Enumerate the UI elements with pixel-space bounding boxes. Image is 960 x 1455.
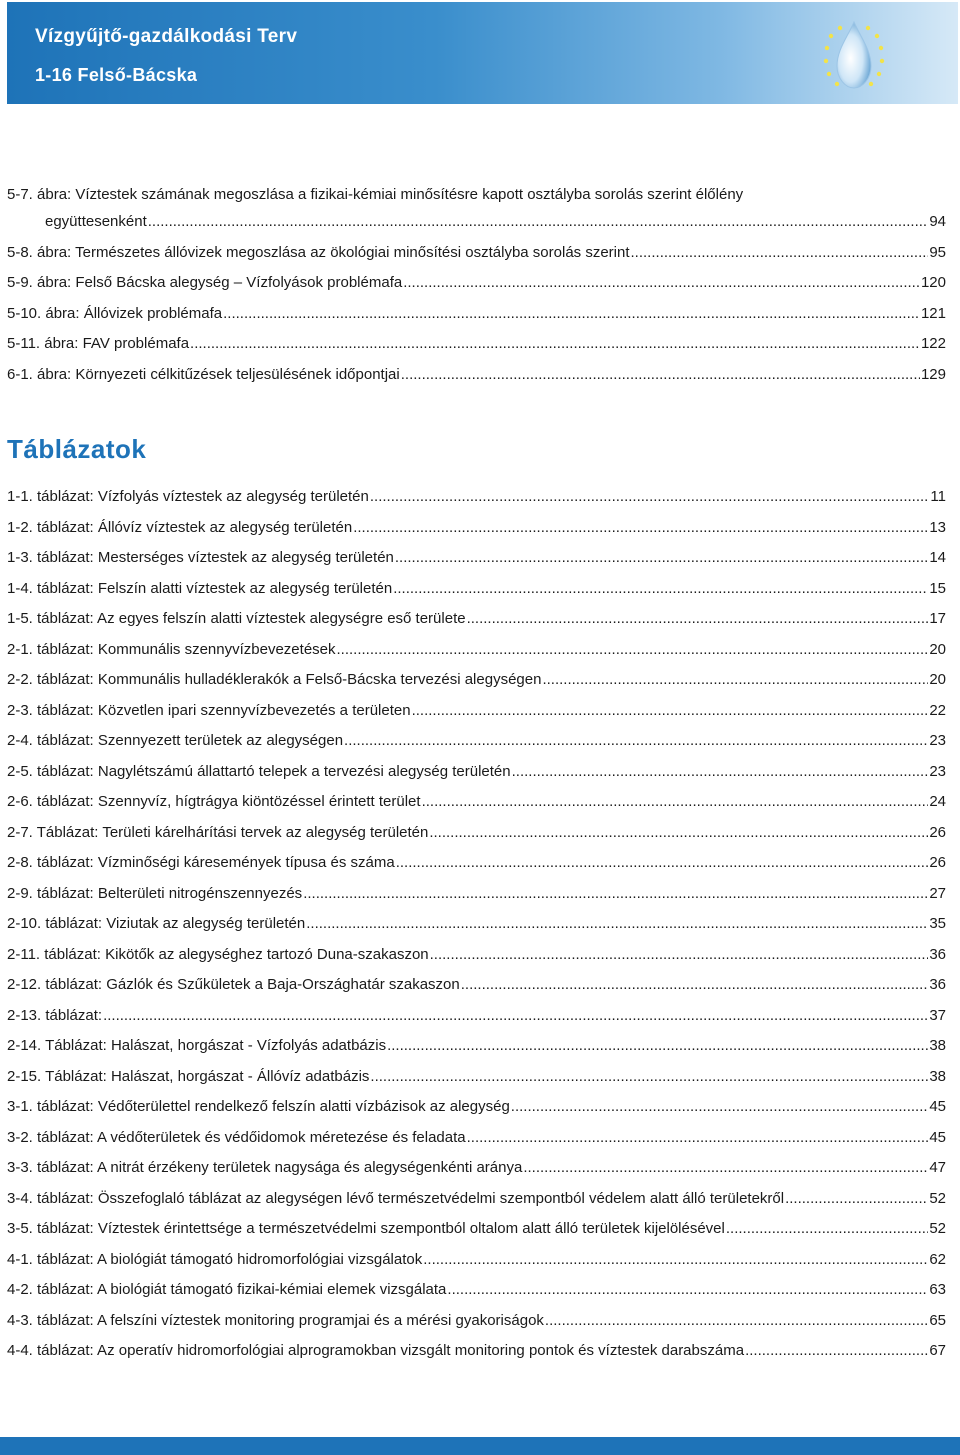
toc-entry-text: 4-2. táblázat: A biológiát támogató fizikai-kémiai elemek vizsgálata <box>7 1281 447 1298</box>
toc-entry-table[interactable] <box>7 1189 946 1209</box>
toc-entry-table[interactable] <box>7 1311 946 1331</box>
header-subtitle: 1-16 Felső-Bácska <box>35 65 198 85</box>
toc-leader-dots <box>353 518 928 538</box>
toc-entry-text: 3-5. táblázat: Víztestek érintettsége a természetvédelmi szempontból oltalom alatt álló területek kijelölésével <box>7 1220 725 1237</box>
toc-entry-figure[interactable] <box>7 243 946 263</box>
toc-entry-page: 24 <box>929 793 946 810</box>
footer-bar <box>0 1437 960 1455</box>
toc-entry-table[interactable] <box>7 1219 946 1239</box>
toc-entry-text: 4-3. táblázat: A felszíni víztestek monitoring programjai és a mérési gyakoriságok <box>7 1311 544 1329</box>
toc-entry-table[interactable] <box>7 975 946 995</box>
toc-entry-text: 1-1. táblázat: Vízfolyás víztestek az alegység területén <box>7 488 369 505</box>
toc-entry-table[interactable] <box>7 1250 946 1270</box>
toc-leader-dots <box>306 914 928 934</box>
header-title: Vízgyűjtő-gazdálkodási Terv <box>35 26 298 47</box>
toc-entry-text: 2-2. táblázat: Kommunális hulladéklerakók a Felső-Bácska tervezési alegységen <box>7 671 542 688</box>
toc-entry-page: 45 <box>929 1098 946 1115</box>
toc-entry-page: 63 <box>929 1281 946 1298</box>
toc-leader-dots <box>785 1189 928 1209</box>
toc-entry-text: 2-1. táblázat: Kommunális szennyvízbevezetések <box>7 640 336 658</box>
toc-entry-text: 2-9. táblázat: Belterületi nitrogénszennyezés <box>7 884 303 902</box>
toc-entry-page: 36 <box>929 945 946 963</box>
toc-entry-page: 23 <box>929 762 946 780</box>
toc-entry-page: 62 <box>929 1250 946 1268</box>
toc-entry-page: 27 <box>929 884 946 902</box>
toc-entry-table[interactable] <box>7 487 946 507</box>
toc-entry-page: 37 <box>929 1006 946 1024</box>
toc-entry-figure[interactable] <box>7 304 946 324</box>
toc-leader-dots <box>726 1219 928 1239</box>
toc-entry-table[interactable] <box>7 853 946 873</box>
toc-entry-table[interactable] <box>7 1036 946 1056</box>
section-title-tables: Táblázatok <box>7 434 147 464</box>
toc-entry-table[interactable] <box>7 731 946 751</box>
toc-leader-dots <box>395 548 928 568</box>
document-header <box>7 2 958 104</box>
toc-entry-page: 15 <box>929 579 946 597</box>
toc-entry-text: 5-9. ábra: Felső Bácska alegység – Vízfolyások problémafa <box>7 274 403 292</box>
toc-leader-dots <box>429 823 928 843</box>
toc-leader-dots <box>461 975 929 995</box>
toc-entry-page: 52 <box>929 1189 946 1207</box>
toc-entry-page: 38 <box>929 1067 946 1085</box>
toc-entry-text: 2-7. Táblázat: Területi kárelhárítási tervek az alegység területén <box>7 823 429 841</box>
toc-entry-text: 2-8. táblázat: Vízminőségi káresemények típusa és száma <box>7 854 395 871</box>
toc-leader-dots <box>148 212 929 232</box>
toc-entry-text: 2-6. táblázat: Szennyvíz, hígtrágya kiöntözéssel érintett terület <box>7 793 421 810</box>
toc-entry-text: 2-15. Táblázat: Halászat, horgászat - Állóvíz adatbázis <box>7 1067 370 1085</box>
toc-leader-dots <box>512 762 929 782</box>
toc-entry-page: 14 <box>929 549 946 566</box>
toc-entry-text: 4-1. táblázat: A biológiát támogató hidromorfológiai vizsgálatok <box>7 1250 423 1268</box>
toc-entry-table[interactable] <box>7 518 946 538</box>
toc-entry-table[interactable] <box>7 823 946 843</box>
toc-entry-text: 5-10. ábra: Állóvizek problémafa <box>7 304 223 322</box>
toc-entry-text: 2-3. táblázat: Közvetlen ipari szennyvízbevezetés a területen <box>7 701 411 719</box>
toc-entry-page: 95 <box>929 243 946 261</box>
toc-entry-page: 47 <box>929 1159 946 1176</box>
toc-entry-page: 38 <box>929 1037 946 1054</box>
toc-leader-dots <box>387 1036 928 1056</box>
toc-entry-table[interactable] <box>7 914 946 934</box>
toc-leader-dots <box>303 884 928 904</box>
toc-entry-figure[interactable] <box>45 212 946 232</box>
toc-entry-table[interactable] <box>7 1067 946 1087</box>
toc-leader-dots <box>542 670 928 690</box>
toc-entry-page: 13 <box>929 518 946 536</box>
toc-leader-dots <box>190 334 920 354</box>
toc-entry-table[interactable] <box>7 640 946 660</box>
toc-entry-text: 3-2. táblázat: A védőterületek és védőidomok méretezése és feladata <box>7 1128 466 1146</box>
toc-entry-table[interactable] <box>7 548 946 568</box>
toc-entry-table[interactable] <box>7 1341 946 1361</box>
toc-leader-dots <box>523 1158 928 1178</box>
toc-entry-table[interactable] <box>7 762 946 782</box>
toc-entry-page: 23 <box>929 732 946 749</box>
toc-entry-text: 2-10. táblázat: Viziutak az alegység területén <box>7 915 306 932</box>
toc-entry-page: 94 <box>929 213 946 230</box>
toc-entry-text: 5-11. ábra: FAV problémafa <box>7 335 190 353</box>
toc-entry-page: 65 <box>929 1311 946 1329</box>
toc-entry-page: 52 <box>929 1220 946 1237</box>
toc-leader-dots <box>103 1006 928 1026</box>
toc-entry-text: 2-14. Táblázat: Halászat, horgászat - Vízfolyás adatbázis <box>7 1037 387 1054</box>
toc-entry-figure[interactable] <box>7 334 946 354</box>
toc-entry-text: 1-5. táblázat: Az egyes felszín alatti víztestek alegységre eső területe <box>7 610 466 627</box>
toc-leader-dots <box>403 273 920 293</box>
toc-entry-page: 35 <box>929 915 946 932</box>
toc-entry-text: 2-5. táblázat: Nagylétszámú állattartó telepek a tervezési alegység területén <box>7 762 511 780</box>
toc-entry-page: 129 <box>920 366 946 383</box>
toc-entry-table[interactable] <box>7 1006 946 1026</box>
toc-entry-text: 1-2. táblázat: Állóvíz víztestek az alegység területén <box>7 518 353 536</box>
toc-entry-text: együttesenként <box>45 213 147 230</box>
toc-entry-text: 2-4. táblázat: Szennyezett területek az alegységen <box>7 732 344 749</box>
toc-entry-text: 4-4. táblázat: Az operatív hidromorfológiai alprogramokban vizsgált monitoring pontok és víztestek darabszáma <box>7 1342 745 1359</box>
toc-entry-page: 26 <box>929 854 946 871</box>
toc-entry-text: 3-1. táblázat: Védőterülettel rendelkező felszín alatti vízbázisok az alegység <box>7 1098 510 1115</box>
toc-leader-dots <box>511 1097 929 1117</box>
toc-entry-table[interactable] <box>7 792 946 812</box>
toc-leader-dots <box>337 640 929 660</box>
toc-entry-table[interactable] <box>7 609 946 629</box>
toc-leader-dots <box>422 792 929 812</box>
toc-entry-figure[interactable] <box>7 273 946 293</box>
toc-leader-dots <box>223 304 920 324</box>
toc-entry-table[interactable] <box>7 670 946 690</box>
toc-entry-text: 3-3. táblázat: A nitrát érzékeny területek nagysága és alegységenkénti aránya <box>7 1159 523 1176</box>
toc-entry-page: 20 <box>929 671 946 688</box>
toc-leader-dots <box>447 1280 928 1300</box>
toc-entry-table[interactable] <box>7 579 946 599</box>
toc-leader-dots <box>344 731 928 751</box>
toc-entry-text: 3-4. táblázat: Összefoglaló táblázat az alegységen lévő természetvédelmi szempontból védelem alatt álló területekről <box>7 1189 785 1207</box>
toc-entry-page: 122 <box>920 335 946 353</box>
toc-entry-table[interactable] <box>7 1280 946 1300</box>
toc-entry-table[interactable] <box>7 1097 946 1117</box>
toc-entry-page: 67 <box>929 1342 946 1359</box>
toc-leader-dots <box>393 579 928 599</box>
toc-entry-figure[interactable] <box>7 365 946 385</box>
toc-leader-dots <box>401 365 920 385</box>
toc-entry-page: 36 <box>929 976 946 993</box>
toc-entry-table[interactable] <box>7 1158 946 1178</box>
toc-entry-page: 120 <box>920 274 946 292</box>
toc-leader-dots <box>467 609 929 629</box>
toc-entry-page: 26 <box>929 823 946 841</box>
toc-entry-table[interactable] <box>7 701 946 721</box>
toc-leader-dots <box>396 853 929 873</box>
toc-entry-table[interactable] <box>7 945 946 965</box>
toc-entry-5-7-first-line: 5-7. ábra: Víztestek számának megoszlása a fizikai-kémiai minősítésre kapott osztályba sorolás szerint élőlény <box>7 186 744 203</box>
water-drop-eu-stars-logo-icon <box>815 16 893 96</box>
toc-leader-dots <box>545 1311 928 1331</box>
toc-entry-text: 1-3. táblázat: Mesterséges víztestek az alegység területén <box>7 549 394 566</box>
toc-entry-table[interactable] <box>7 884 946 904</box>
toc-leader-dots <box>467 1128 929 1148</box>
toc-leader-dots <box>631 243 929 263</box>
toc-leader-dots <box>412 701 929 721</box>
toc-leader-dots <box>423 1250 928 1270</box>
toc-entry-page: 11 <box>930 488 946 505</box>
toc-leader-dots <box>745 1341 928 1361</box>
toc-entry-text: 5-8. ábra: Természetes állóvizek megoszlása az ökológiai minősítési osztályba sorolás szerint <box>7 243 630 261</box>
toc-entry-page: 121 <box>920 304 946 322</box>
toc-leader-dots <box>370 487 930 507</box>
toc-entry-text: 6-1. ábra: Környezeti célkitűzések teljesülésének időpontjai <box>7 366 400 383</box>
toc-entry-text: 2-12. táblázat: Gázlók és Szűkületek a Baja-Országhatár szakaszon <box>7 976 460 993</box>
toc-entry-page: 22 <box>929 701 946 719</box>
toc-leader-dots <box>370 1067 928 1087</box>
toc-entry-page: 20 <box>929 640 946 658</box>
toc-entry-text: 1-4. táblázat: Felszín alatti víztestek az alegység területén <box>7 579 393 597</box>
toc-leader-dots <box>430 945 929 965</box>
toc-entry-page: 17 <box>929 610 946 627</box>
toc-entry-text: 2-11. táblázat: Kikötők az alegységhez tartozó Duna-szakaszon <box>7 945 429 963</box>
toc-entry-table[interactable] <box>7 1128 946 1148</box>
toc-entry-page: 45 <box>929 1128 946 1146</box>
toc-entry-text: 2-13. táblázat: <box>7 1006 103 1024</box>
